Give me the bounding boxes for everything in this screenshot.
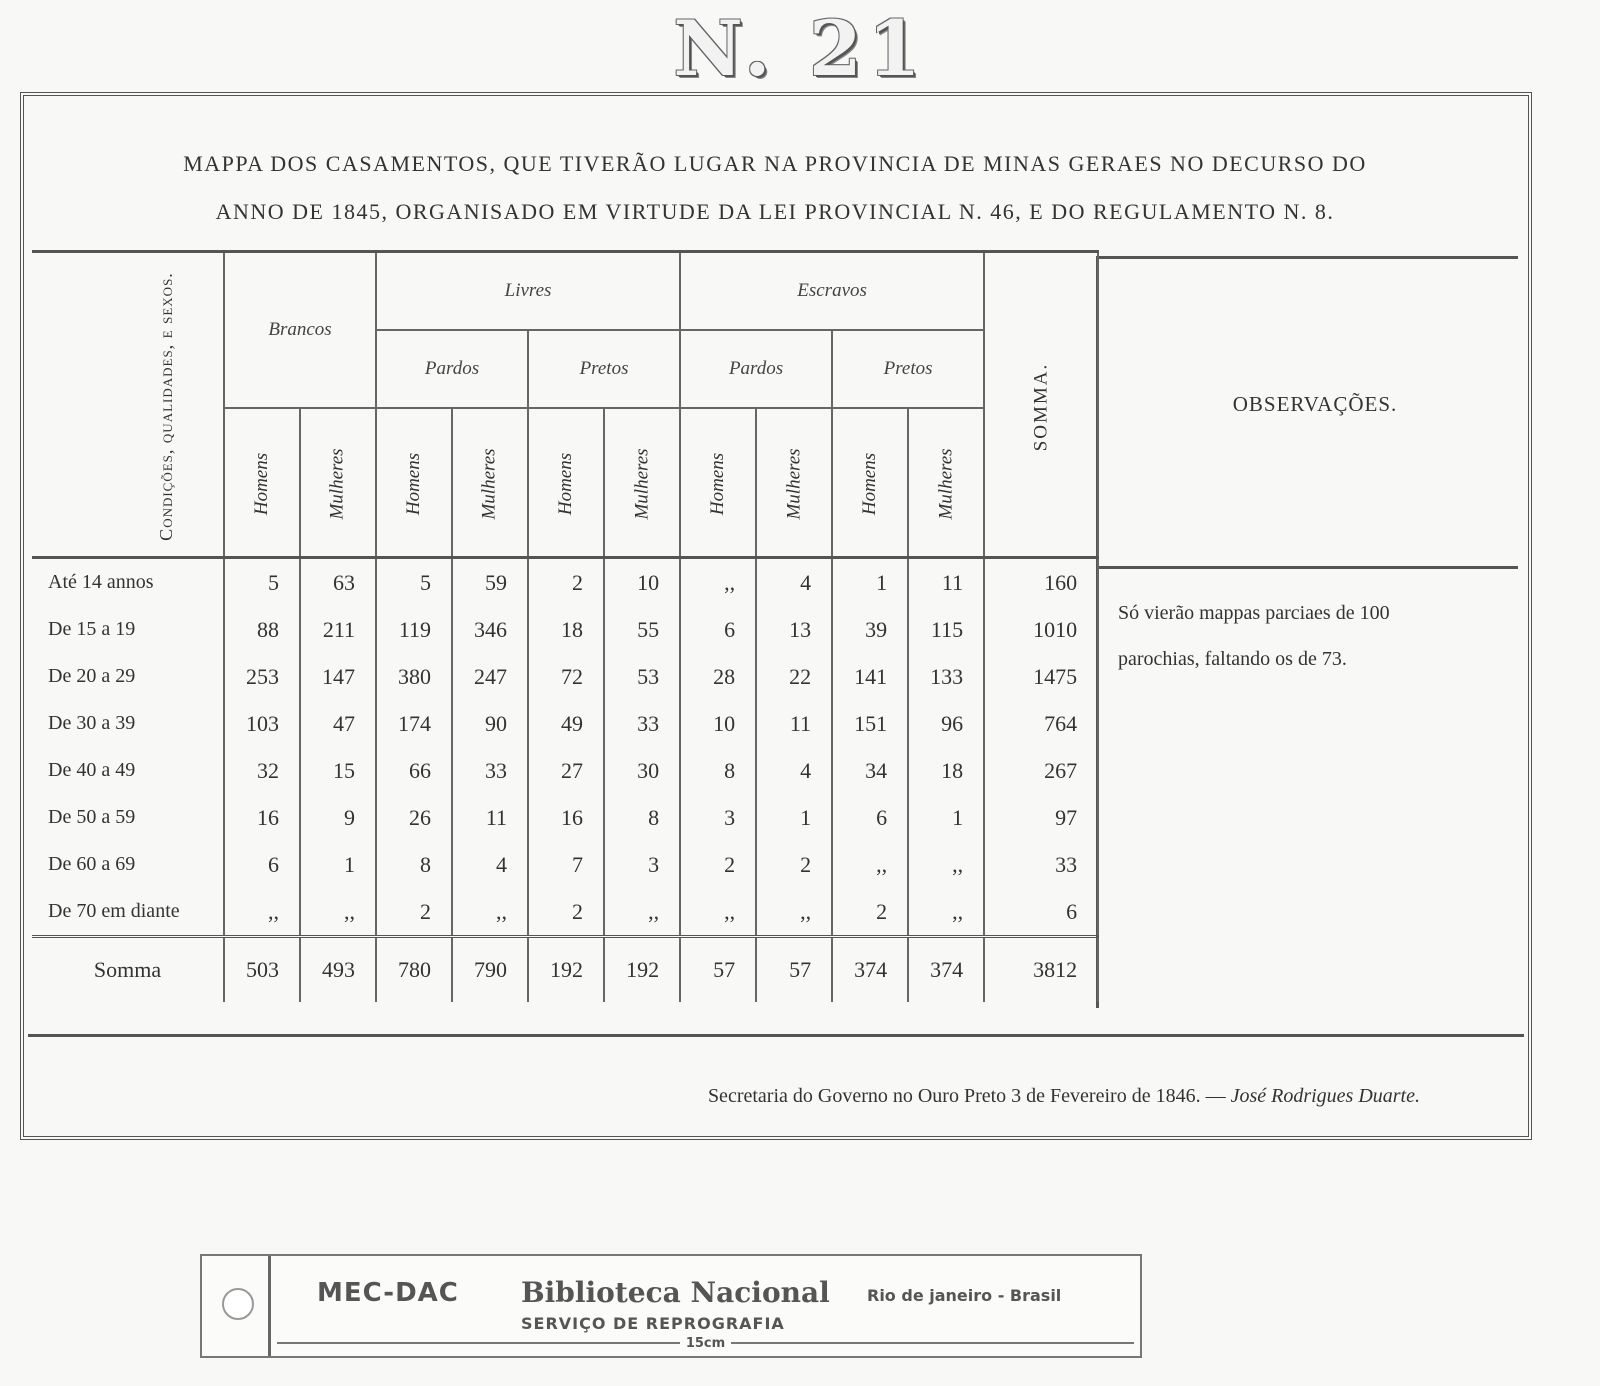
cell: 33: [604, 700, 680, 747]
cell: ,,: [756, 888, 832, 937]
header-livres-pardos: Pardos: [376, 330, 528, 408]
library-stamp: [200, 1254, 1142, 1358]
observations-note-line-2: parochias, faltando os de 73.: [1118, 648, 1347, 670]
total-cell: 57: [756, 937, 832, 1003]
cell: 3: [680, 794, 756, 841]
cell: ,,: [604, 888, 680, 937]
cell: 4: [756, 558, 832, 607]
row-label: De 50 a 59: [32, 794, 224, 841]
cell: 3: [604, 841, 680, 888]
row-label: De 20 a 29: [32, 653, 224, 700]
cell: 10: [604, 558, 680, 607]
cell: 1: [832, 558, 908, 607]
punch-hole-icon: [222, 1288, 254, 1320]
cell: 2: [376, 888, 452, 937]
observations-top-rule: [1098, 256, 1518, 259]
total-cell: 780: [376, 937, 452, 1003]
stamp-location: Rio de janeiro - Brasil: [867, 1286, 1062, 1305]
header-sex-homens: Homens: [224, 408, 300, 558]
cell: 33: [452, 747, 528, 794]
cell: 8: [376, 841, 452, 888]
header-sex-homens: Homens: [680, 408, 756, 558]
observations-rule: [1098, 566, 1518, 569]
row-somma: 1010: [984, 606, 1098, 653]
cell: 4: [756, 747, 832, 794]
cell: 253: [224, 653, 300, 700]
header-escravos-pretos: Pretos: [832, 330, 984, 408]
cell: 7: [528, 841, 604, 888]
bottom-rule: [28, 1034, 1524, 1037]
marriages-table: [32, 250, 1099, 1002]
title-line-1: MAPPA DOS CASAMENTOS, QUE TIVERÃO LUGAR NA PROVINCIA DE MINAS GERAES NO DECURSO DO: [183, 151, 1367, 176]
header-livres-pretos: Pretos: [528, 330, 680, 408]
cell: 53: [604, 653, 680, 700]
cell: 11: [908, 558, 984, 607]
document-title: [60, 140, 1490, 236]
cell: ,,: [680, 558, 756, 607]
row-label: De 15 a 19: [32, 606, 224, 653]
header-sex-mulheres: Mulheres: [756, 408, 832, 558]
cell: 18: [908, 747, 984, 794]
row-somma: 6: [984, 888, 1098, 937]
stamp-service: SERVIÇO DE REPROGRAFIA: [521, 1314, 785, 1333]
document-number: N. 21: [673, 4, 927, 93]
table-row: [32, 653, 1098, 700]
cell: 2: [528, 888, 604, 937]
row-header-title: Condições, qualidades, e sexos.: [155, 271, 176, 541]
cell: 59: [452, 558, 528, 607]
total-cell: 374: [908, 937, 984, 1003]
cell: 72: [528, 653, 604, 700]
grand-total: 3812: [984, 937, 1098, 1003]
cell: 1: [300, 841, 376, 888]
cell: 133: [908, 653, 984, 700]
cell: ,,: [832, 841, 908, 888]
table-body: [32, 558, 1098, 1003]
total-cell: 374: [832, 937, 908, 1003]
cell: 9: [300, 794, 376, 841]
cell: 16: [224, 794, 300, 841]
cell: 2: [528, 558, 604, 607]
cell: 10: [680, 700, 756, 747]
total-label: Somma: [32, 937, 224, 1003]
cell: 6: [224, 841, 300, 888]
cell: ,,: [300, 888, 376, 937]
cell: 49: [528, 700, 604, 747]
cell: 13: [756, 606, 832, 653]
cell: 66: [376, 747, 452, 794]
cell: 22: [756, 653, 832, 700]
cell: 6: [832, 794, 908, 841]
cell: ,,: [452, 888, 528, 937]
cell: 247: [452, 653, 528, 700]
cell: 90: [452, 700, 528, 747]
table-row: [32, 841, 1098, 888]
cell: 380: [376, 653, 452, 700]
cell: 28: [680, 653, 756, 700]
table-row: [32, 606, 1098, 653]
cell: 5: [224, 558, 300, 607]
cell: 4: [452, 841, 528, 888]
row-header-cell: [32, 252, 224, 558]
cell: 34: [832, 747, 908, 794]
header-sex-mulheres: Mulheres: [908, 408, 984, 558]
total-cell: 790: [452, 937, 528, 1003]
row-label: De 60 a 69: [32, 841, 224, 888]
row-somma: 267: [984, 747, 1098, 794]
cell: 88: [224, 606, 300, 653]
cell: 26: [376, 794, 452, 841]
table-row: [32, 747, 1098, 794]
cell: 18: [528, 606, 604, 653]
row-label: Até 14 annos: [32, 558, 224, 607]
stamp-body: [268, 1256, 1140, 1356]
cell: 15: [300, 747, 376, 794]
cell: 211: [300, 606, 376, 653]
total-cell: 57: [680, 937, 756, 1003]
signature-name: José Rodrigues Duarte.: [1230, 1085, 1420, 1107]
total-cell: 192: [528, 937, 604, 1003]
row-somma: 764: [984, 700, 1098, 747]
row-somma: 1475: [984, 653, 1098, 700]
row-label: De 30 a 39: [32, 700, 224, 747]
cell: 147: [300, 653, 376, 700]
header-sex-mulheres: Mulheres: [604, 408, 680, 558]
cell: 2: [756, 841, 832, 888]
cell: 2: [680, 841, 756, 888]
stamp-org: MEC-DAC: [317, 1278, 459, 1308]
cell: 1: [908, 794, 984, 841]
row-somma: 97: [984, 794, 1098, 841]
cell: 103: [224, 700, 300, 747]
cell: 32: [224, 747, 300, 794]
header-somma-label: SOMMA.: [1030, 362, 1052, 451]
header-sex-mulheres: Mulheres: [300, 408, 376, 558]
cell: 6: [680, 606, 756, 653]
cell: 119: [376, 606, 452, 653]
header-livres: Livres: [376, 252, 680, 330]
cell: 27: [528, 747, 604, 794]
header-sex-homens: Homens: [832, 408, 908, 558]
total-row: [32, 937, 1098, 1003]
total-cell: 493: [300, 937, 376, 1003]
total-cell: 192: [604, 937, 680, 1003]
title-line-2: ANNO DE 1845, ORGANISADO EM VIRTUDE DA LEI PROVINCIAL N. 46, E DO REGULAMENTO N. 8.: [215, 199, 1335, 224]
header-somma: [984, 252, 1098, 558]
cell: 346: [452, 606, 528, 653]
cell: 96: [908, 700, 984, 747]
cell: 11: [452, 794, 528, 841]
cell: 1: [756, 794, 832, 841]
cell: 141: [832, 653, 908, 700]
row-somma: 160: [984, 558, 1098, 607]
cell: 16: [528, 794, 604, 841]
cell: 11: [756, 700, 832, 747]
stamp-library: Biblioteca Nacional: [521, 1276, 830, 1309]
cell: 63: [300, 558, 376, 607]
cell: ,,: [908, 841, 984, 888]
cell: ,,: [224, 888, 300, 937]
header-sex-homens: Homens: [528, 408, 604, 558]
observations-title: OBSERVAÇÕES.: [1232, 392, 1398, 416]
observations-note: [1118, 590, 1510, 682]
header-escravos-pardos: Pardos: [680, 330, 832, 408]
cell: 151: [832, 700, 908, 747]
cell: 39: [832, 606, 908, 653]
row-label: De 40 a 49: [32, 747, 224, 794]
cell: 8: [604, 794, 680, 841]
cell: ,,: [680, 888, 756, 937]
observations-note-line-1: Só vierão mappas parciaes de 100: [1118, 602, 1390, 624]
row-somma: 33: [984, 841, 1098, 888]
row-label: De 70 em diante: [32, 888, 224, 937]
scale-label: 15cm: [271, 1336, 1140, 1351]
table-row: [32, 558, 1098, 607]
total-cell: 503: [224, 937, 300, 1003]
header-escravos: Escravos: [680, 252, 984, 330]
cell: 47: [300, 700, 376, 747]
header-brancos: Brancos: [224, 252, 376, 408]
cell: ,,: [908, 888, 984, 937]
header-sex-mulheres: Mulheres: [452, 408, 528, 558]
table-row: [32, 794, 1098, 841]
cell: 174: [376, 700, 452, 747]
table-row: [32, 888, 1098, 937]
table-row: [32, 700, 1098, 747]
cell: 2: [832, 888, 908, 937]
cell: 5: [376, 558, 452, 607]
cell: 115: [908, 606, 984, 653]
cell: 55: [604, 606, 680, 653]
header-sex-homens: Homens: [376, 408, 452, 558]
signature-line: [400, 1085, 1420, 1108]
cell: 30: [604, 747, 680, 794]
cell: 8: [680, 747, 756, 794]
signature-text: Secretaria do Governo no Ouro Preto 3 de Fevereiro de 1846. —: [707, 1085, 1226, 1107]
